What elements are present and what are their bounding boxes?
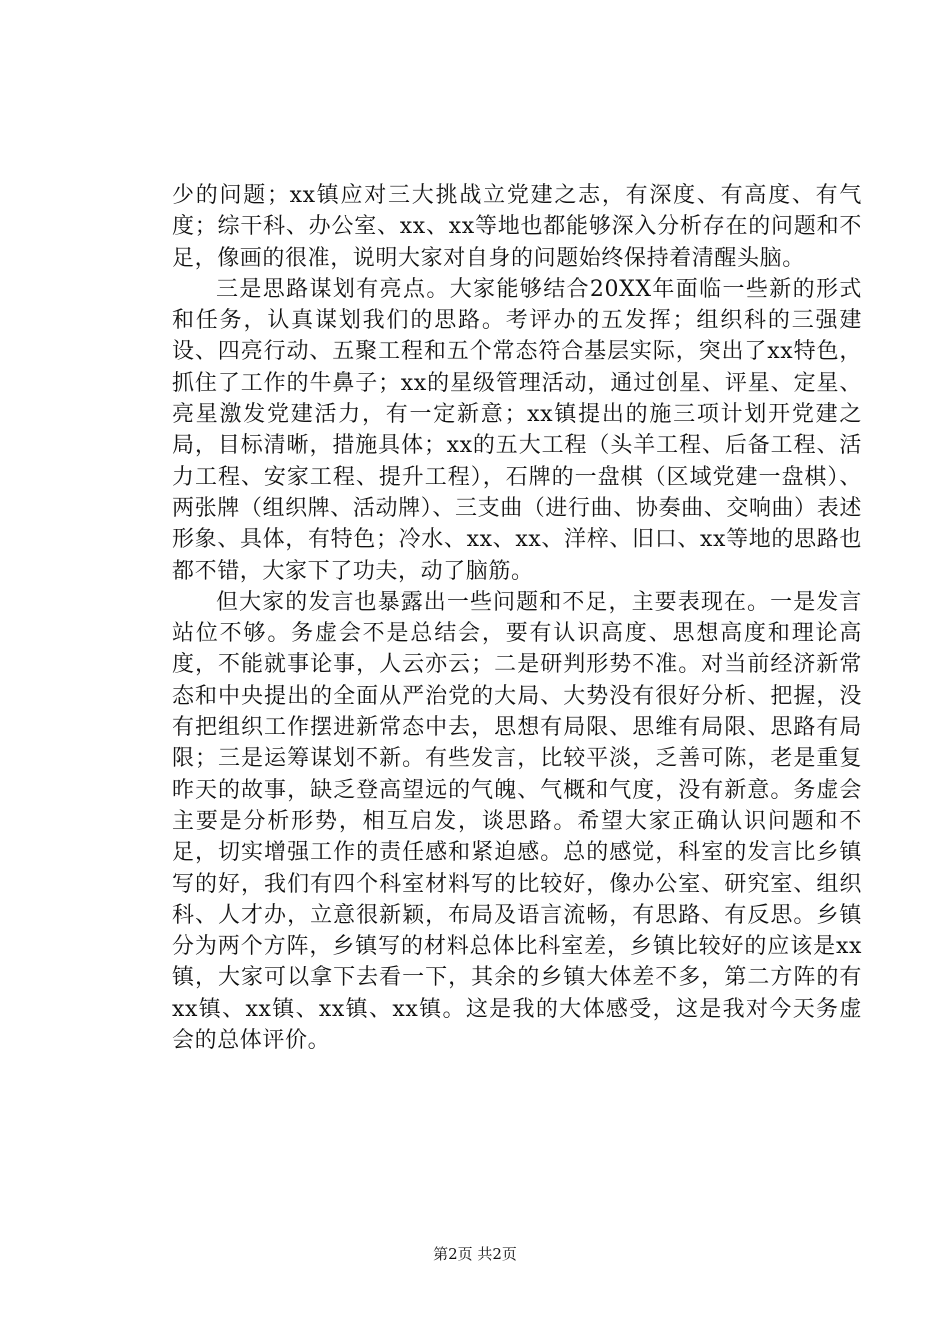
paragraph-3: 但大家的发言也暴露出一些问题和不足，主要表现在。一是发言站位不够。务虚会不是总结会，要有认识高度、思想高度和理论高度，不能就事论事，人云亦云；二是研判形势不准。对当前经济新常态和中央提出的全面从严治党的大局、大势没有很好分析、把握，没有把组织工作摆进新常态中去，思想有局限、思维有局限、思路有局限；三是运筹谋划不新。有些发言，比较平淡，乏善可陈，老是重复昨天的故事，缺乏登高望远的气魄、气概和气度，没有新意。务虚会主要是分析形势，相互启发，谈思路。希望大家正确认识问题和不足，切实增强工作的责任感和紧迫感。总的感觉，科室的发言比乡镇写的好，我们有四个科室材料写的比较好，像办公室、研究室、组织科、人才办，立意很新颖，布局及语言流畅，有思路、有反思。乡镇分为两个方阵，乡镇写的材料总体比科室差，乡镇比较好的应该是xx镇，大家可以拿下去看一下，其余的乡镇大体差不多，第二方阵的有xx镇、xx镇、xx镇、xx镇。这是我的大体感受，这是我对今天务虚会的总体评价。 [172, 589, 862, 1054]
paragraph-2: 三是思路谋划有亮点。大家能够结合20XX年面临一些新的形式和任务，认真谋划我们的思路。考评办的五发挥；组织科的三强建设、四亮行动、五聚工程和五个常态符合基层实际，突出了xx特色，抓住了工作的牛鼻子；xx的星级管理活动，通过创星、评星、定星、亮星激发党建活力，有一定新意；xx镇提出的施三项计划开党建之局，目标清晰，措施具体；xx的五大工程（头羊工程、后备工程、活力工程、安家工程、提升工程），石牌的一盘棋（区域党建一盘棋）、两张牌（组织牌、活动牌）、三支曲（进行曲、协奏曲、交响曲）表述形象、具体，有特色；冷水、xx、xx、洋梓、旧口、xx等地的思路也都不错，大家下了功夫，动了脑筋。 [172, 276, 862, 584]
paragraph-1: 少的问题；xx镇应对三大挑战立党建之志，有深度、有高度、有气度；综干科、办公室、xx、xx等地也都能够深入分析存在的问题和不足，像画的很准，说明大家对自身的问题始终保持着清醒头脑。 [172, 183, 862, 271]
page-footer: 第2页 共2页 [433, 1245, 517, 1263]
document-body [172, 180, 862, 1056]
